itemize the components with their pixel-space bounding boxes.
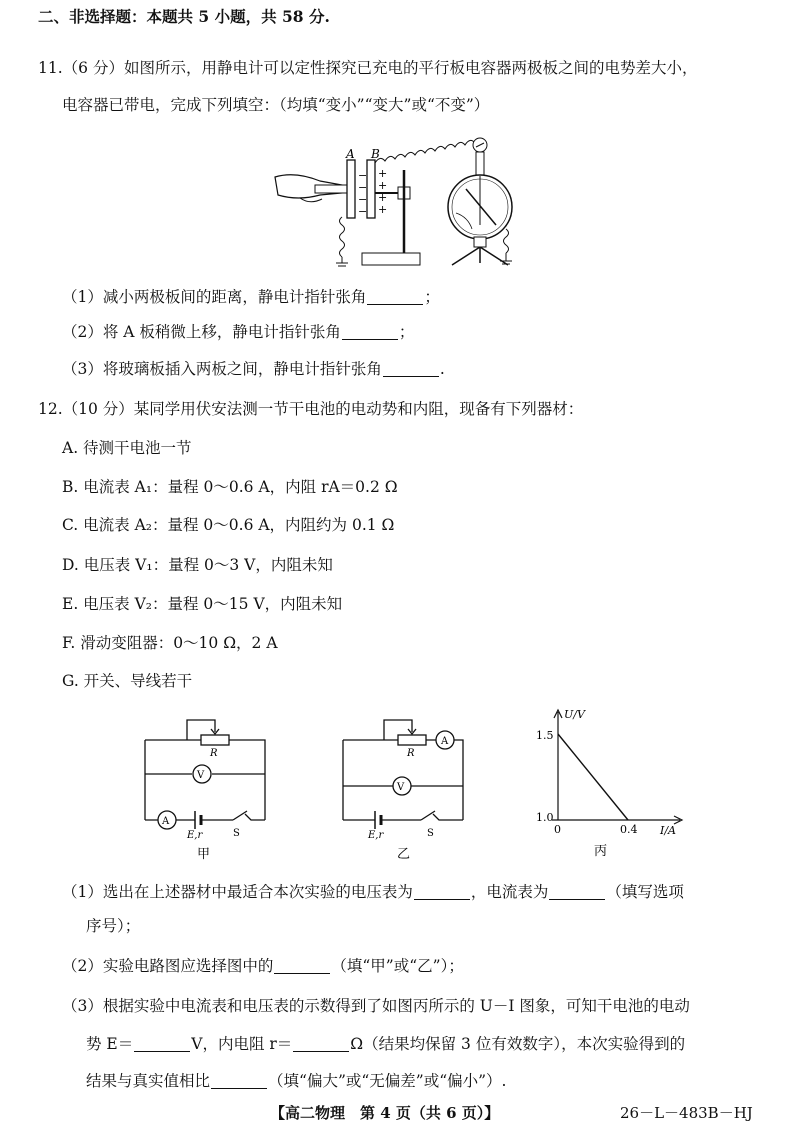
bing-label: 丙 — [594, 844, 608, 859]
y-axis-label: U/V — [564, 708, 585, 721]
q12-option-f: F. 滑动变阻器：0～10 Ω，2 A — [62, 634, 278, 652]
jia-switch-label: S — [233, 828, 240, 839]
ui-line — [558, 734, 628, 820]
yi-er-label: E,r — [368, 830, 384, 841]
q11-part1: （1）减小两极板间的距离，静电计指针张角 ； — [62, 288, 440, 306]
q11-part2: （2）将 A 板稍微上移，静电计指针张角 ； — [62, 323, 415, 341]
stand-base — [362, 253, 420, 265]
q12-option-d: D. 电压表 V₁：量程 0～3 V，内阻未知 — [62, 556, 333, 574]
jia-voltmeter: V — [197, 770, 205, 781]
q12-option-b: B. 电流表 A₁：量程 0～0.6 A，内阻 rA＝0.2 Ω — [62, 478, 398, 496]
yi-label: 乙 — [397, 847, 411, 862]
yi-r-label: R — [407, 748, 415, 759]
y-tick-bottom: 1.0 — [536, 811, 554, 824]
jia-label: 甲 — [197, 847, 211, 862]
q12-blank-ammeter[interactable] — [549, 883, 605, 900]
q12-part1-cont: 序号）； — [86, 917, 141, 935]
q12-part3-line2: 势 E＝ V，内电阻 r＝ Ω（结果均保留 3 位有效数字），本次实验得到的 — [86, 1035, 686, 1053]
svg-text:−: − — [358, 193, 368, 206]
y-tick-top: 1.5 — [536, 729, 554, 742]
q12-part2: （2）实验电路图应选择图中的 （填“甲”或“乙”）； — [62, 957, 464, 975]
q12-option-e: E. 电压表 V₂：量程 0～15 V，内阻未知 — [62, 595, 343, 613]
x-axis-label: I/A — [660, 824, 676, 837]
plate-b-label: B — [371, 147, 380, 161]
plate-a-label: A — [346, 147, 355, 161]
yi-voltmeter: V — [397, 782, 405, 793]
circuit-jia — [135, 712, 275, 862]
plate-b — [367, 160, 375, 218]
plate-a — [347, 160, 355, 218]
q12-option-a: A. 待测干电池一节 — [62, 439, 192, 457]
x-tick-end: 0.4 — [620, 823, 638, 836]
q12-option-c: C. 电流表 A₂：量程 0～0.6 A，内阻约为 0.1 Ω — [62, 516, 395, 534]
q12-blank-voltmeter[interactable] — [414, 883, 470, 900]
q12-part1: （1）选出在上述器材中最适合本次实验的电压表为 ，电流表为 （填写选项 — [62, 883, 684, 901]
q12-part3-line3: 结果与真实值相比 （填“偏大”或“无偏差”或“偏小”）. — [86, 1072, 507, 1090]
q11-blank-2[interactable] — [342, 323, 398, 340]
jia-r-label: R — [210, 748, 218, 759]
q12-blank-emf[interactable] — [134, 1035, 190, 1052]
circuit-yi — [335, 712, 475, 862]
yi-ammeter: A — [441, 736, 449, 747]
svg-text:−: − — [358, 205, 368, 218]
q11-blank-3[interactable] — [383, 360, 439, 377]
svg-text:+: + — [378, 167, 388, 180]
q11-part3: （3）将玻璃板插入两板之间，静电计指针张角 . — [62, 360, 445, 378]
section-title: 二、非选择题：本题共 5 小题，共 58 分. — [38, 7, 330, 26]
q11-figure — [270, 125, 540, 273]
q11-stem-line2: 电容器已带电，完成下列填空：（均填“变小”“变大”或“不变”） — [62, 96, 490, 114]
q12-blank-resistance[interactable] — [293, 1035, 349, 1052]
svg-text:−: − — [358, 169, 368, 182]
svg-text:+: + — [378, 191, 388, 204]
graph-bing — [530, 702, 700, 862]
x-tick-zero: 0 — [554, 823, 561, 836]
jia-ammeter: A — [162, 816, 170, 827]
q11-blank-1[interactable] — [367, 288, 423, 305]
q12-part3-line1: （3）根据实验中电流表和电压表的示数得到了如图丙所示的 U－I 图象，可知干电池的电动 — [62, 997, 690, 1015]
q12-stem: 12.（10 分）某同学用伏安法测一节干电池的电动势和内阻，现备有下列器材： — [38, 400, 584, 418]
svg-text:−: − — [358, 181, 368, 194]
q12-blank-circuit[interactable] — [274, 957, 330, 974]
yi-switch-label: S — [427, 828, 434, 839]
q11-stem-line1: 11.（6 分）如图所示，用静电计可以定性探究已充电的平行板电容器两极板之间的电势差大小， — [38, 59, 698, 77]
footer-code: 26－L－483B－HJ — [620, 1104, 753, 1122]
q12-blank-error[interactable] — [211, 1072, 267, 1089]
jia-er-label: E,r — [187, 830, 203, 841]
svg-text:+: + — [378, 179, 388, 192]
q12-option-g: G. 开关、导线若干 — [62, 672, 193, 690]
svg-text:+: + — [378, 203, 388, 216]
footer-page-info: 【高二物理 第 4 页（共 6 页）】 — [270, 1104, 500, 1122]
